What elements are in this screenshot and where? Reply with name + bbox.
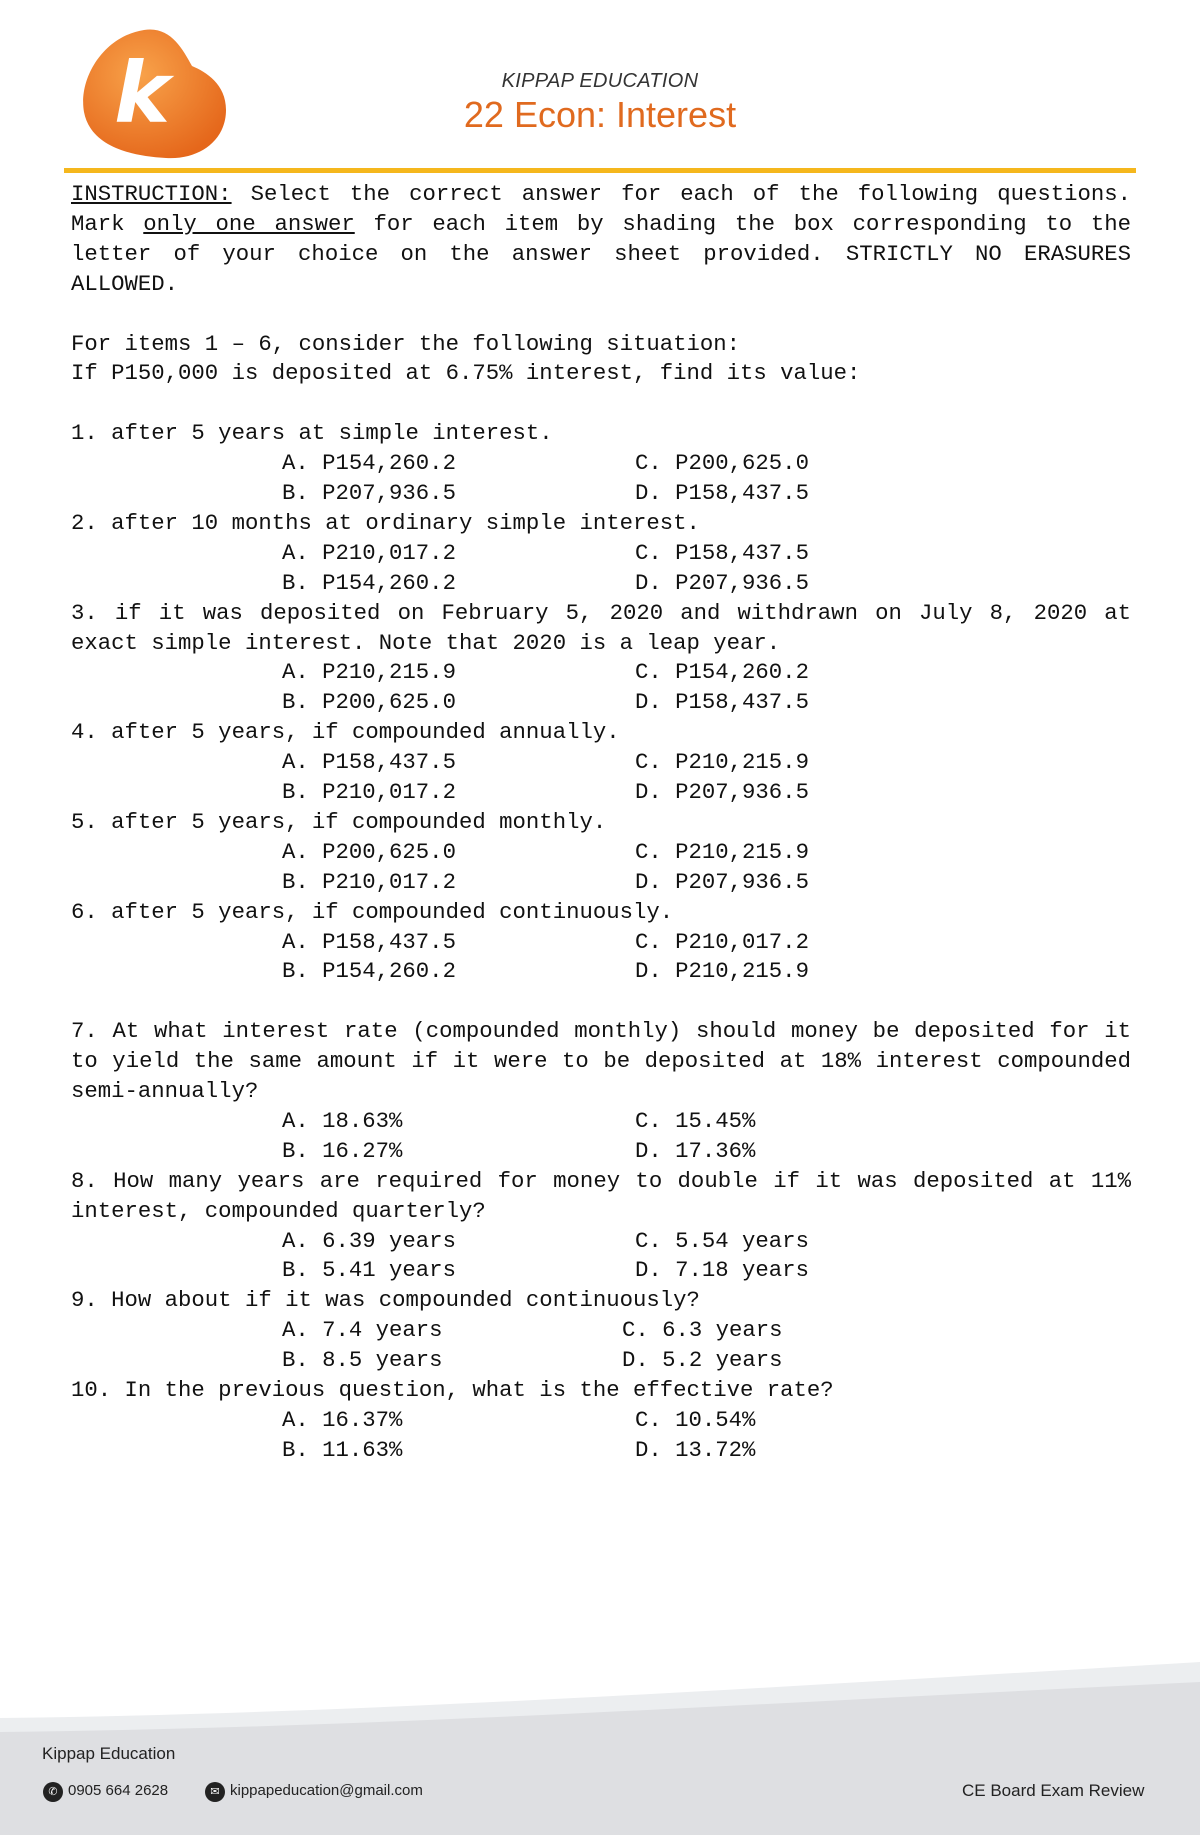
choice-c: C. P210,215.9 xyxy=(635,838,809,865)
instruction-underline: only one answer xyxy=(143,210,355,237)
choice-a: A. 16.37% xyxy=(282,1406,403,1433)
org-name: KIPPAP EDUCATION xyxy=(501,70,699,92)
choice-c: C. 10.54% xyxy=(635,1406,756,1433)
question-6-choices xyxy=(71,928,1131,988)
choice-d: D. P207,936.5 xyxy=(635,569,809,596)
instruction-text-2: for each item by shading the box corresponding to the letter of your choice on the answer sheet provided. STRICTLY NO ERASURES ALLOWED. xyxy=(71,210,1131,297)
choice-a: A. 6.39 years xyxy=(282,1227,456,1254)
choice-d: D. P158,437.5 xyxy=(635,480,809,507)
choice-d: D. 7.18 years xyxy=(635,1257,809,1284)
footer-company: Kippap Education xyxy=(42,1744,176,1763)
question-10-choices xyxy=(71,1406,1131,1466)
footer-phone: 0905 664 2628 xyxy=(68,1782,169,1799)
question-5: 5. after 5 years, if compounded monthly. xyxy=(71,808,607,835)
question-6: 6. after 5 years, if compounded continuously. xyxy=(71,898,674,925)
choice-b: B. P210,017.2 xyxy=(282,868,456,895)
footer-review: CE Board Exam Review xyxy=(962,1781,1145,1800)
choice-d: D. 13.72% xyxy=(635,1436,756,1463)
choice-d: D. P210,215.9 xyxy=(635,958,809,985)
choice-a: A. P158,437.5 xyxy=(282,928,456,955)
question-2: 2. after 10 months at ordinary simple interest. xyxy=(71,509,700,536)
phone-icon: ✆ xyxy=(43,1782,63,1802)
email-icon: ✉ xyxy=(205,1782,225,1802)
question-4-choices xyxy=(71,748,1131,808)
question-7: 7. At what interest rate (compounded monthly) should money be deposited for it to yield the same amount if it were to be deposited at 18% interest compounded semi-annually? xyxy=(71,1018,1131,1105)
question-4: 4. after 5 years, if compounded annually. xyxy=(71,719,620,746)
logo-letter: k xyxy=(114,44,170,142)
choice-b: B. P207,936.5 xyxy=(282,480,456,507)
page-title: 22 Econ: Interest xyxy=(463,94,737,135)
choice-b: B. 16.27% xyxy=(282,1137,403,1164)
choice-a: A. P154,260.2 xyxy=(282,450,456,477)
choice-a: A. P210,017.2 xyxy=(282,539,456,566)
instruction xyxy=(71,180,1131,300)
choice-b: B. P154,260.2 xyxy=(282,958,456,985)
question-9: 9. How about if it was compounded continuously? xyxy=(71,1287,700,1314)
question-10: 10. In the previous question, what is the effective rate? xyxy=(71,1377,834,1404)
choice-b: B. 5.41 years xyxy=(282,1257,456,1284)
footer-band xyxy=(0,1640,1200,1835)
choice-c: C. P210,215.9 xyxy=(635,749,809,776)
choice-c: C. P210,017.2 xyxy=(635,928,809,955)
choice-c: C. 6.3 years xyxy=(622,1317,783,1344)
choice-a: A. P210,215.9 xyxy=(282,659,456,686)
question-3: 3. if it was deposited on February 5, 2020 and withdrawn on July 8, 2020 at exact simple interest. Note that 2020 is a leap year. xyxy=(71,599,1131,656)
question-sheet xyxy=(71,180,1131,1466)
situation-line-1: For items 1 – 6, consider the following situation: xyxy=(71,330,741,357)
choice-b: B. 11.63% xyxy=(282,1436,403,1463)
question-9-choices xyxy=(71,1316,1131,1376)
choice-a: A. P200,625.0 xyxy=(282,838,456,865)
situation-line-2: If P150,000 is deposited at 6.75% interest, find its value: xyxy=(71,360,861,387)
instruction-text-1: Select the correct answer for each of the following questions. Mark xyxy=(71,181,1131,237)
choice-c: C. 15.45% xyxy=(635,1107,756,1134)
question-2-choices xyxy=(71,539,1131,599)
choice-b: B. P210,017.2 xyxy=(282,779,456,806)
question-8-choices xyxy=(71,1227,1131,1287)
choice-d: D. P207,936.5 xyxy=(635,868,809,895)
choice-a: A. 7.4 years xyxy=(282,1317,443,1344)
choice-d: D. P207,936.5 xyxy=(635,779,809,806)
choice-b: B. P200,625.0 xyxy=(282,689,456,716)
question-8: 8. How many years are required for money to double if it was deposited at 11% interest, compounded quarterly? xyxy=(71,1167,1131,1224)
choice-a: A. 18.63% xyxy=(282,1107,403,1134)
choice-a: A. P158,437.5 xyxy=(282,749,456,776)
question-1: 1. after 5 years at simple interest. xyxy=(71,420,553,447)
instruction-label: INSTRUCTION: xyxy=(71,181,232,207)
choice-c: C. 5.54 years xyxy=(635,1227,809,1254)
choice-d: D. P158,437.5 xyxy=(635,689,809,716)
question-5-choices xyxy=(71,838,1131,898)
choice-d: D. 5.2 years xyxy=(622,1347,783,1374)
question-1-choices xyxy=(71,449,1131,509)
choice-b: B. P154,260.2 xyxy=(282,569,456,596)
question-3-choices xyxy=(71,658,1131,718)
header-divider xyxy=(64,168,1136,173)
choice-c: C. P158,437.5 xyxy=(635,539,809,566)
choice-c: C. P154,260.2 xyxy=(635,659,809,686)
footer-email: kippapeducation@gmail.com xyxy=(230,1782,423,1799)
choice-c: C. P200,625.0 xyxy=(635,450,809,477)
kippap-logo xyxy=(82,26,228,162)
choice-d: D. 17.36% xyxy=(635,1137,756,1164)
choice-b: B. 8.5 years xyxy=(282,1347,443,1374)
question-7-choices xyxy=(71,1107,1131,1167)
